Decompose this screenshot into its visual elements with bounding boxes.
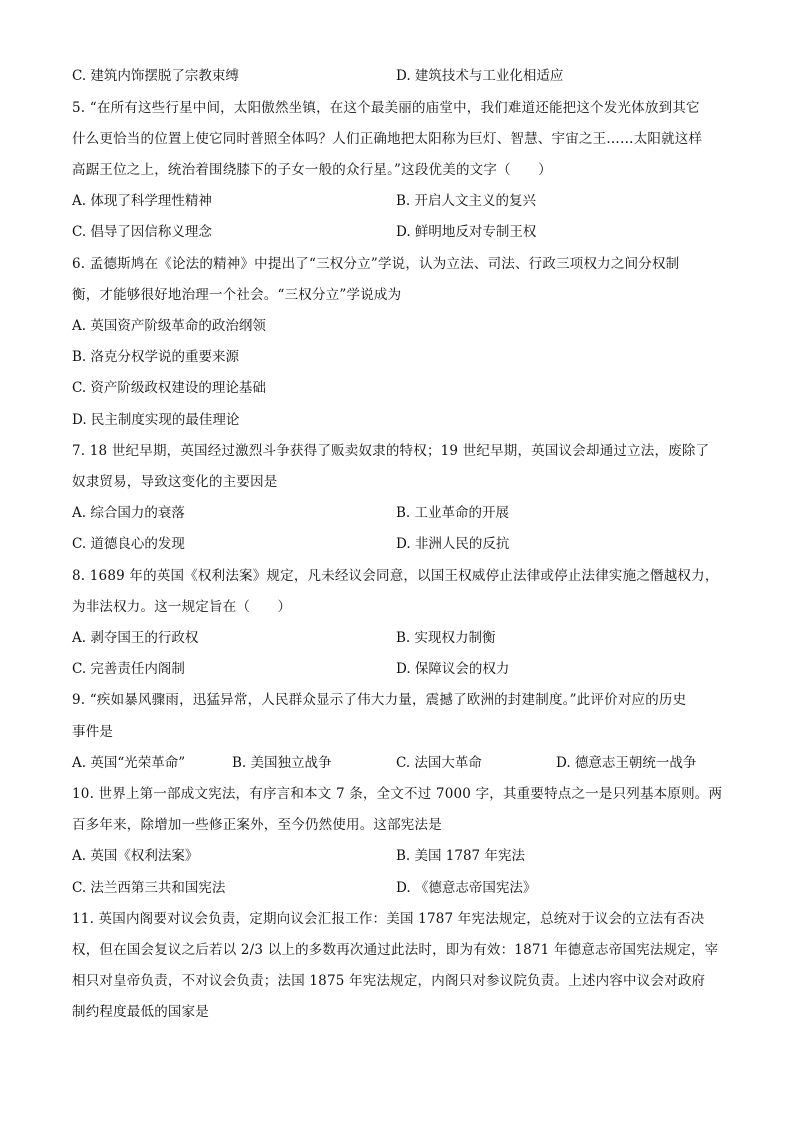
q5-stem-line-1: 5. “在所有这些行星中间，太阳傲然坐镇，在这个最美丽的庙堂中，我们难道还能把这个发光体放到其它 [72,100,700,116]
q9-stem-line-1: 9. “疾如暴风骤雨，迅猛异常，人民群众显示了伟大力量，震撼了欧洲的封建制度。”此评价对应的历史 [72,692,687,708]
q6-stem-line-2: 衡，才能够很好地治理一个社会。“三权分立”学说成为 [72,287,402,303]
q6-stem-line-1: 6. 孟德斯鸠在《论法的精神》中提出了“三权分立”学说，认为立法、司法、行政三项权力之间分权制 [72,256,680,272]
q9-option-c[interactable]: C. 法国大革命 [396,755,482,771]
q10-option-b[interactable]: B. 美国 1787 年宪法 [396,848,525,864]
q9-stem-line-2: 事件是 [72,724,114,740]
q9-option-b[interactable]: B. 美国独立战争 [232,755,332,771]
q5-option-c[interactable]: C. 倡导了因信称义理念 [72,224,212,240]
q7-stem-line-1: 7. 18 世纪早期，英国经过激烈斗争获得了贩卖奴隶的特权；19 世纪早期，英国议会却通过立法，废除了 [72,443,710,459]
q6-option-a[interactable]: A. 英国资产阶级革命的政治纲领 [72,318,266,334]
q4-option-c[interactable]: C. 建筑内饰摆脱了宗教束缚 [72,68,239,84]
q6-option-b[interactable]: B. 洛克分权学说的重要来源 [72,349,240,365]
q4-option-d[interactable]: D. 建筑技术与工业化相适应 [396,68,564,84]
q11-stem-line-2: 权，但在国会复议之后若以 2/3 以上的多数再次通过此法时，即为有效：1871 年德意志帝国宪法规定，宰 [72,942,719,958]
q10-stem-line-2: 百多年来，除增加一些修正案外，至今仍然使用。这部宪法是 [72,817,442,833]
q11-stem-line-3: 相只对皇帝负责，不对议会负责；法国 1875 年宪法规定，内阁只对参议院负责。上述内容中议会对政府 [72,973,706,989]
q8-option-d[interactable]: D. 保障议会的权力 [396,661,510,677]
q8-option-a[interactable]: A. 剥夺国王的行政权 [72,630,199,646]
q8-stem-line-2: 为非法权力。这一规定旨在（ ） [72,599,292,615]
q11-stem-line-1: 11. 英国内阁要对议会负责，定期向议会汇报工作：美国 1787 年宪法规定，总统对于议会的立法有否决 [72,911,705,927]
q10-option-d[interactable]: D. 《德意志帝国宪法》 [396,880,537,896]
q10-option-a[interactable]: A. 英国《权利法案》 [72,848,199,864]
q6-option-d[interactable]: D. 民主制度实现的最佳理论 [72,412,240,428]
q7-option-d[interactable]: D. 非洲人民的反抗 [396,536,510,552]
q5-stem-line-2: 什么更恰当的位置上使它同时普照全体吗？人们正确地把太阳称为巨灯、智慧、宇宙之王……太阳就这样 [72,131,703,147]
q6-option-c[interactable]: C. 资产阶级政权建设的理论基础 [72,380,266,396]
q5-option-a[interactable]: A. 体现了科学理性精神 [72,193,212,209]
q9-option-a[interactable]: A. 英国“光荣革命” [72,755,186,771]
q7-option-b[interactable]: B. 工业革命的开展 [396,505,510,521]
q7-stem-line-2: 奴隶贸易，导致这变化的主要因是 [72,474,278,490]
q10-stem-line-1: 10. 世界上第一部成文宪法，有序言和本文 7 条，全文不过 7000 字，其重要特点之一是只列基本原则。两 [72,786,723,802]
q7-option-a[interactable]: A. 综合国力的衰落 [72,505,185,521]
q5-option-d[interactable]: D. 鲜明地反对专制王权 [396,224,537,240]
q7-option-c[interactable]: C. 道德良心的发现 [72,536,185,552]
q11-stem-line-4: 制约程度最低的国家是 [72,1004,209,1020]
q8-stem-line-1: 8. 1689 年的英国《权利法案》规定，凡未经议会同意，以国王权威停止法律或停止法律实施之僭越权力， [72,568,719,584]
q8-option-b[interactable]: B. 实现权力制衡 [396,630,496,646]
q8-option-c[interactable]: C. 完善责任内阁制 [72,661,185,677]
q10-option-c[interactable]: C. 法兰西第三共和国宪法 [72,880,226,896]
q5-option-b[interactable]: B. 开启人文主义的复兴 [396,193,537,209]
q5-stem-line-3: 高踞王位之上，统治着围绕膝下的子女一般的众行星。”这段优美的文字（ ） [72,162,552,178]
q9-option-d[interactable]: D. 德意志王朝统一战争 [556,755,697,771]
